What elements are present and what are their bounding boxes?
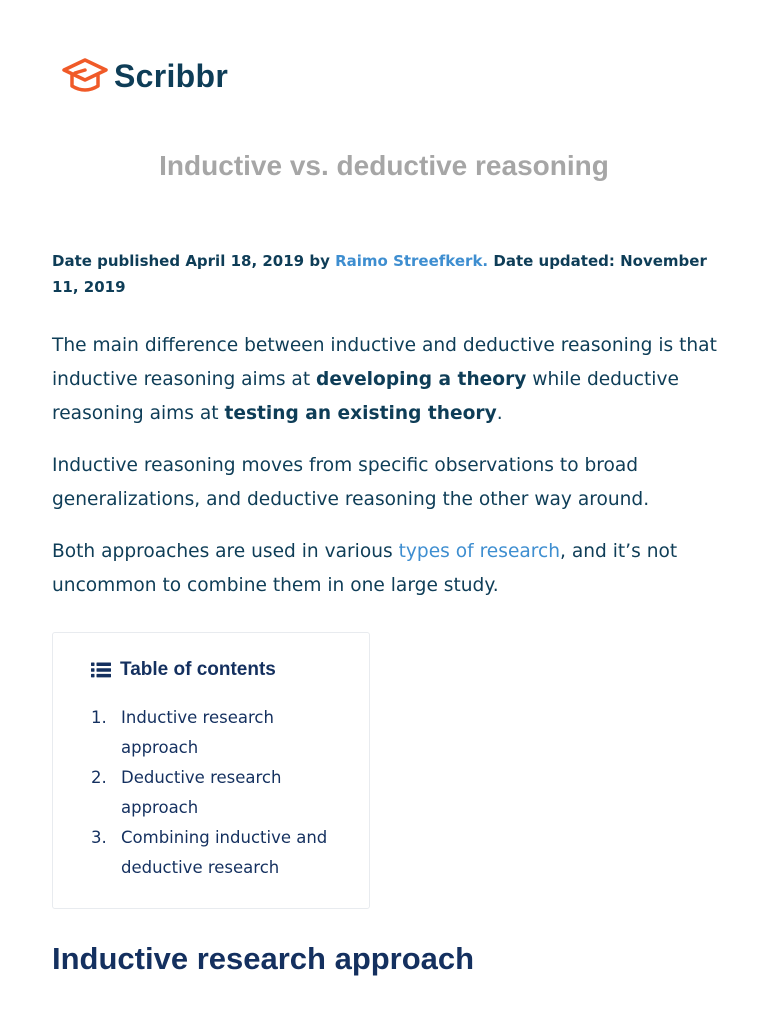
updated-date: Date updated: November 11, 2019: [52, 252, 707, 296]
graduation-cap-icon: [60, 56, 110, 96]
paragraph-text: Both approaches are used in various: [52, 541, 399, 562]
toc-item-combining[interactable]: [91, 823, 351, 883]
emphasis-text: developing a theory: [316, 369, 527, 390]
toc-number: 1.: [91, 708, 107, 727]
article-meta: [52, 248, 716, 300]
emphasis-text: testing an existing theory: [224, 403, 497, 424]
paragraph: Inductive reasoning moves from specific observations to broad generalizations, and deductive reasoning the other way around.: [52, 455, 650, 510]
paragraph: [52, 329, 720, 431]
published-date: Date published April 18, 2019 by: [52, 252, 330, 270]
types-of-research-link[interactable]: types of research: [398, 541, 561, 562]
toc-item-deductive[interactable]: [91, 763, 351, 823]
toc-item-inductive[interactable]: [91, 703, 351, 763]
paragraph-text: , and it’s not uncommon to combine them in one large study.: [52, 541, 678, 596]
author-link[interactable]: Raimo Streefkerk.: [335, 252, 489, 270]
toc-number: 3.: [91, 828, 107, 847]
toc-number: 2.: [91, 768, 107, 787]
article-body: [52, 329, 720, 621]
paragraph: [52, 535, 720, 603]
section-heading: Inductive research approach: [52, 941, 475, 976]
toc-label: Combining inductive and deductive research: [121, 828, 328, 877]
paragraph-text: while deductive reasoning aims at: [52, 369, 679, 424]
list-icon: [91, 662, 111, 678]
paragraph-text: .: [496, 403, 503, 424]
toc-title: Table of contents: [120, 659, 276, 680]
toc-label: Deductive research approach: [121, 768, 282, 817]
table-of-contents: [52, 632, 370, 909]
paragraph-text: The main difference between inductive and deductive reasoning is that inductive reasoning aims at: [52, 335, 717, 390]
page-title: Inductive vs. deductive reasoning: [159, 150, 609, 181]
toc-list: [91, 703, 351, 883]
toc-label: Inductive research approach: [121, 708, 274, 757]
scribbr-logo[interactable]: [60, 56, 228, 96]
toc-header: [91, 659, 276, 681]
brand-name: Scribbr: [114, 58, 229, 94]
